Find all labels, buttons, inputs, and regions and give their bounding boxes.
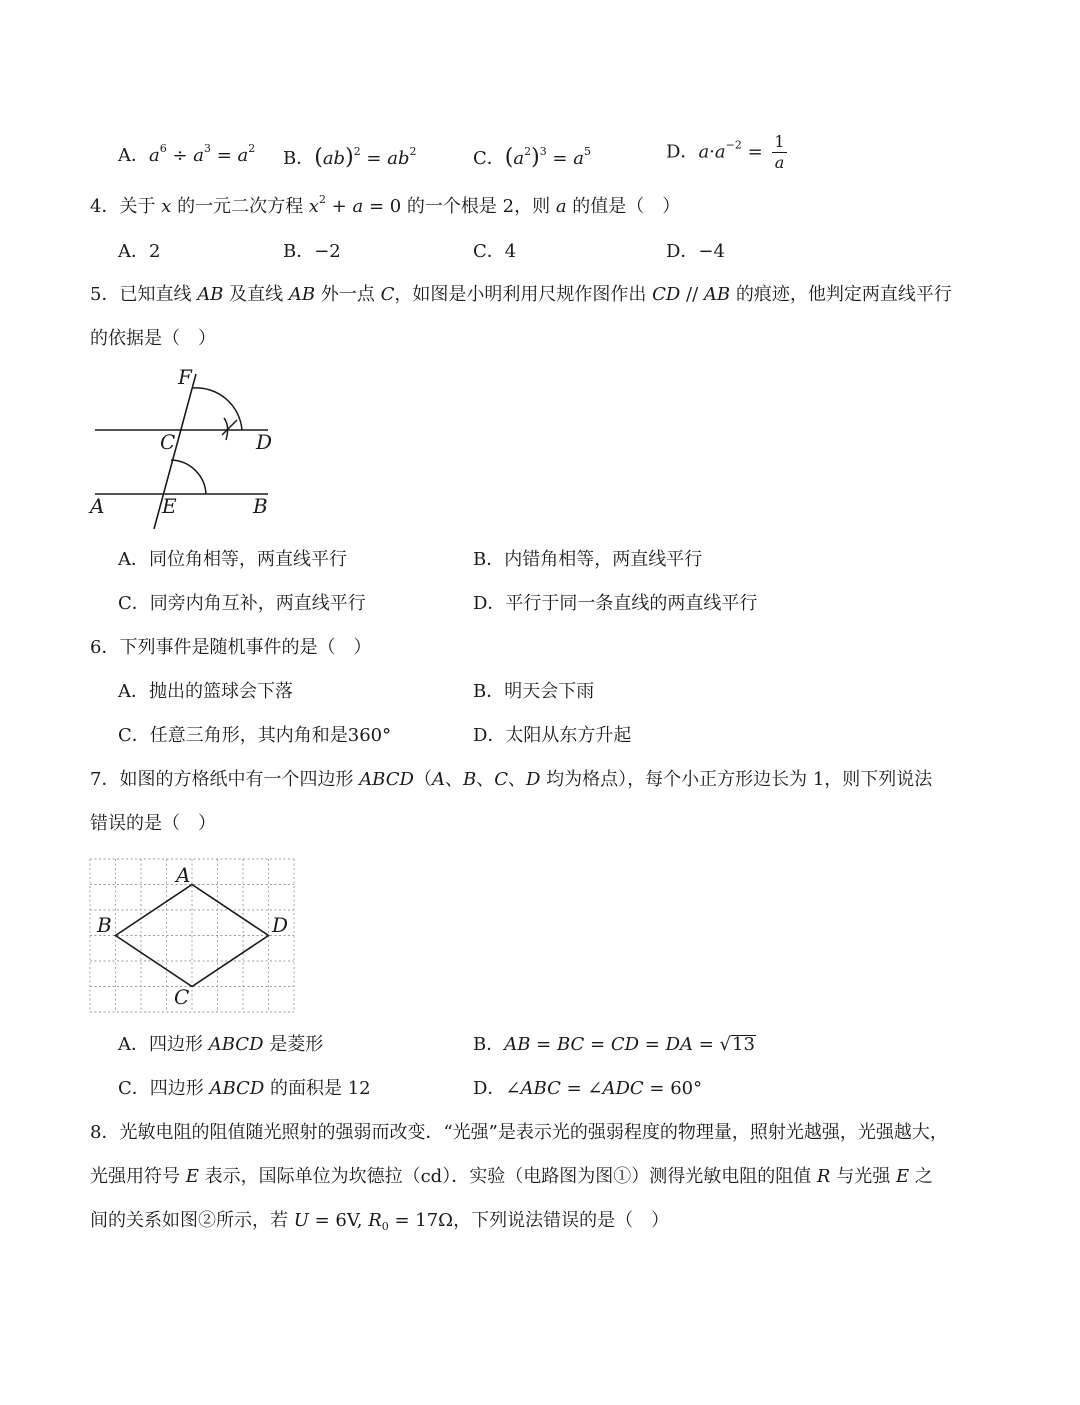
q3-c-exp: 2 — [524, 145, 532, 158]
q3-b-paren: ( — [314, 145, 323, 170]
q7-b-radical: √ — [719, 1034, 732, 1055]
q5-text: // — [680, 284, 704, 305]
label-c: C — [160, 430, 176, 454]
q4-text: = 0 的一个根是 2，则 — [363, 196, 556, 217]
q7-text: 均为格点），每个小正方形边长为 1，则下列说法 — [540, 769, 933, 790]
q3-c-exp: 3 — [539, 145, 547, 158]
q8-var: R — [816, 1166, 831, 1187]
q5-var: CD — [652, 284, 681, 305]
q4-text: 的值是（ ） — [566, 196, 681, 217]
grid-lines — [90, 859, 294, 1012]
label-e: E — [162, 494, 177, 518]
q3-b-eq: = — [360, 148, 388, 169]
q7-b-radicand: 13 — [732, 1034, 755, 1055]
q3-d-term: a — [698, 141, 710, 163]
q3-a-term: a — [149, 145, 160, 166]
q5-text: 及直线 — [223, 284, 289, 305]
q8-text: = 17Ω，下列说法错误的是（ ） — [388, 1210, 670, 1231]
q4-option-b: B．−2 — [283, 241, 341, 262]
q3-c-rhs: a — [573, 148, 584, 169]
q3-a-op: ÷ — [166, 145, 194, 166]
q6-option-c: C．任意三角形，其内角和是360° — [118, 725, 392, 746]
q3-d-exp: −2 — [725, 138, 742, 152]
q8-var: U — [293, 1210, 309, 1231]
q3-d-numerator: 1 — [774, 132, 785, 151]
q3-a-exp: 2 — [248, 142, 256, 155]
q7-option-a — [118, 1034, 323, 1056]
q7-text: 、 — [444, 769, 463, 790]
q7-a-var: ABCD — [208, 1034, 264, 1055]
q5-option-d: D．平行于同一条直线的两直线平行 — [473, 593, 758, 614]
q5-var: AB — [197, 284, 224, 305]
q3-c-label: C． — [473, 148, 505, 169]
q8-text: = 6V, — [308, 1210, 369, 1231]
q7-d-var: ∠ABC — [505, 1078, 561, 1099]
q5-text: 5．已知直线 — [90, 284, 198, 305]
q3-a-eq: = — [211, 145, 238, 166]
q3-a-exp: 3 — [204, 142, 211, 155]
q7-stem-line2: 错误的是（ ） — [90, 813, 216, 834]
q8-stem-line1: 8．光敏电阻的阻值随光照射的强弱而改变．“光强”是表示光的强弱程度的物理量，照射光越强，光强越大， — [90, 1122, 948, 1143]
q4-var: a — [555, 196, 567, 217]
q7-d-eq: = 60° — [643, 1078, 703, 1099]
q6-option-b: B．明天会下雨 — [473, 681, 595, 702]
label-f: F — [178, 365, 192, 389]
label-a: A — [90, 494, 105, 518]
q8-text: 光强用符号 — [90, 1166, 186, 1187]
q3-b-exp: 2 — [409, 145, 417, 158]
label-d: D — [272, 913, 289, 937]
q5-var: C — [380, 284, 395, 305]
q6-option-a: A．抛出的篮球会下落 — [118, 681, 293, 702]
q3-b-base: ab — [322, 148, 346, 169]
q6-stem: 6．下列事件是随机事件的是（ ） — [90, 637, 372, 658]
q3-b-label: B． — [283, 148, 315, 169]
q3-d-dot: · — [709, 141, 715, 163]
q8-stem-line2 — [90, 1166, 933, 1188]
q7-d-eq: = — [560, 1078, 588, 1099]
q3-d-label: D． — [666, 141, 699, 163]
q8-stem-line3 — [90, 1210, 669, 1232]
q7-var: A — [431, 769, 445, 790]
q8-text: 与光强 — [830, 1166, 896, 1187]
q8-text: 表示，国际单位为坎德拉（cd）．实验（电路图为图①）测得光敏电阻的阻值 — [198, 1166, 817, 1187]
q4-option-d: D．−4 — [666, 241, 725, 262]
q8-var: E — [185, 1166, 199, 1187]
q7-option-b — [473, 1034, 756, 1056]
label-b: B — [253, 494, 268, 518]
q3-c-paren: ) — [531, 145, 540, 170]
q5-text: ，如图是小明利用尺规作图作出 — [394, 284, 653, 305]
q5-option-b: B．内错角相等，两直线平行 — [473, 549, 703, 570]
q3-a-exp: 6 — [159, 142, 167, 155]
q3-c-base: a — [513, 148, 525, 169]
q4-var: x — [161, 196, 172, 217]
q4-var: x — [308, 196, 319, 217]
q7-option-c — [118, 1078, 371, 1100]
q3-b-exp: 2 — [353, 145, 361, 158]
q5-option-a: A．同位角相等，两直线平行 — [118, 549, 347, 570]
q4-exp: 2 — [318, 193, 326, 206]
q7-text: （ — [413, 769, 432, 790]
q3-c-eq: = — [546, 148, 574, 169]
q7-var: ABCD — [359, 769, 414, 790]
q7-a-text: 是菱形 — [263, 1034, 324, 1055]
q3-a-term: a — [193, 145, 204, 166]
label-a: A — [176, 863, 191, 887]
q4-option-a: A．2 — [118, 241, 161, 262]
q4-var: a — [352, 196, 364, 217]
q3-c-exp: 5 — [583, 145, 591, 158]
q8-text: 间的关系如图②所示，若 — [90, 1210, 294, 1231]
q7-var: C — [494, 769, 508, 790]
q7-a-text: A．四边形 — [118, 1034, 209, 1055]
q7-text: 、 — [507, 769, 526, 790]
q7-d-text: D． — [473, 1078, 506, 1099]
q3-a-label: A． — [118, 145, 149, 166]
q5-stem-line2: 的依据是（ ） — [90, 328, 216, 349]
q5-text: 的痕迹，他判定两直线平行 — [730, 284, 952, 305]
q7-option-d — [473, 1078, 702, 1100]
q3-d-eq: = — [741, 141, 769, 163]
q4-text: 4．关于 — [90, 196, 162, 217]
q5-text: 外一点 — [315, 284, 381, 305]
label-c: C — [174, 985, 190, 1009]
q3-c-paren: ( — [504, 145, 514, 170]
q3-b-rhs: ab — [387, 148, 410, 169]
q7-c-text: C．四边形 — [118, 1078, 210, 1099]
q7-var: B — [462, 769, 477, 790]
q7-c-text: 的面积是 12 — [264, 1078, 371, 1099]
q4-text: 的一元二次方程 — [171, 196, 309, 217]
q7-text: 7．如图的方格纸中有一个四边形 — [90, 769, 360, 790]
q5-option-c: C．同旁内角互补，两直线平行 — [118, 593, 366, 614]
q8-subscript: 0 — [381, 1220, 389, 1233]
q7-b-var: AB = BC = CD = DA — [504, 1034, 694, 1055]
q4-text: + — [325, 196, 353, 217]
q4-option-c: C．4 — [473, 241, 517, 262]
q3-b-paren: ) — [345, 145, 354, 170]
q7-b-text: B． — [473, 1034, 505, 1055]
q8-var: E — [895, 1166, 910, 1187]
label-d: D — [256, 430, 273, 454]
q7-var: D — [525, 769, 541, 790]
q3-a-term: a — [237, 145, 249, 166]
q8-text: 之 — [909, 1166, 933, 1187]
q7-text: 、 — [476, 769, 495, 790]
q7-b-eq: = — [693, 1034, 720, 1055]
q5-var: AB — [288, 284, 316, 305]
q3-d-denominator: a — [774, 153, 785, 172]
q7-d-var: ∠ADC — [587, 1078, 644, 1099]
q3-d-term: a — [714, 141, 726, 163]
q8-var: R — [368, 1210, 382, 1231]
q5-var: AB — [703, 284, 731, 305]
q7-c-var: ABCD — [209, 1078, 265, 1099]
label-b: B — [97, 913, 112, 937]
q6-option-d: D．太阳从东方升起 — [473, 725, 632, 746]
